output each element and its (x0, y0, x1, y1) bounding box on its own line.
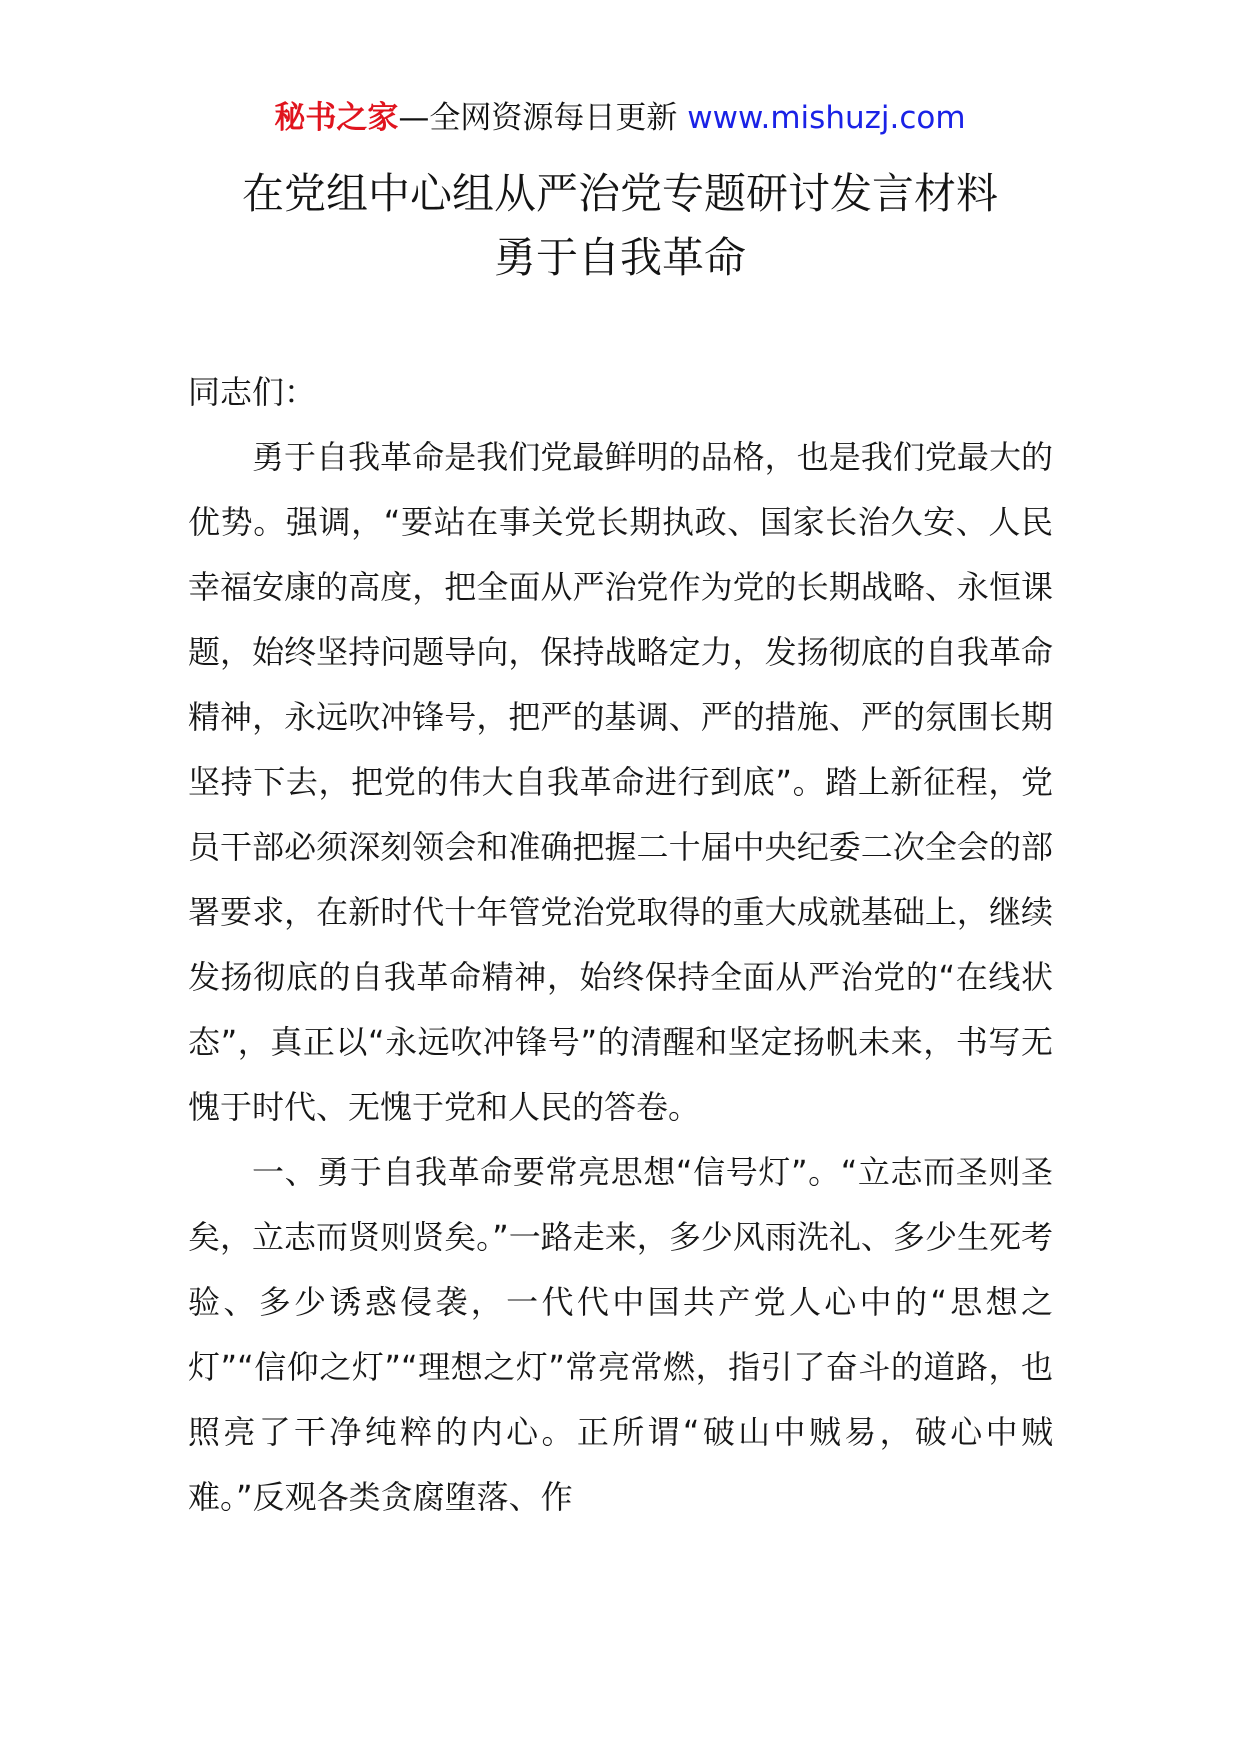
document-body (188, 360, 1053, 1530)
document-subtitle: 勇于自我革命 (493, 233, 746, 282)
document-title: 在党组中心组从严治党专题研讨发言材料 (241, 169, 998, 218)
paragraph-1: 勇于自我革命是我们党最鲜明的品格，也是我们党最大的优势。强调，“要站在事关党长期执政、国家长治久安、人民幸福安康的高度，把全面从严治党作为党的长期战略、永恒课题，始终坚持问题导向，保持战略定力，发扬彻底的自我革命精神，永远吹冲锋号，把严的基调、严的措施、严的氛围长期坚持下去，把党的伟大自我革命进行到底”。踏上新征程，党员干部必须深刻领会和准确把握二十届中央纪委二次全会的部署要求，在新时代十年管党治党取得的重大成就基础上，继续发扬彻底的自我革命精神，始终保持全面从严治党的“在线状态”，真正以“永远吹冲锋号”的清醒和坚定扬帆未来，书写无愧于时代、无愧于党和人民的答卷。 (188, 438, 1053, 1126)
site-url-link[interactable]: www.mishuzj.com (687, 100, 966, 136)
paragraph-2: 一、勇于自我革命要常亮思想“信号灯”。“立志而圣则圣矣，立志而贤则贤矣。”一路走来，多少风雨洗礼、多少生死考验、多少诱惑侵袭，一代代中国共产党人心中的“思想之灯”“信仰之灯”“理想之灯”常亮常燃，指引了奋斗的道路，也照亮了干净纯粹的内心。正所谓“破山中贼易，破心中贼难。”反观各类贪腐堕落、作 (188, 1153, 1053, 1516)
header-tagline: —全网资源每日更新 (398, 100, 678, 136)
site-header (0, 98, 1240, 138)
brand-name: 秘书之家 (274, 100, 399, 136)
greeting: 同志们： (188, 373, 317, 411)
